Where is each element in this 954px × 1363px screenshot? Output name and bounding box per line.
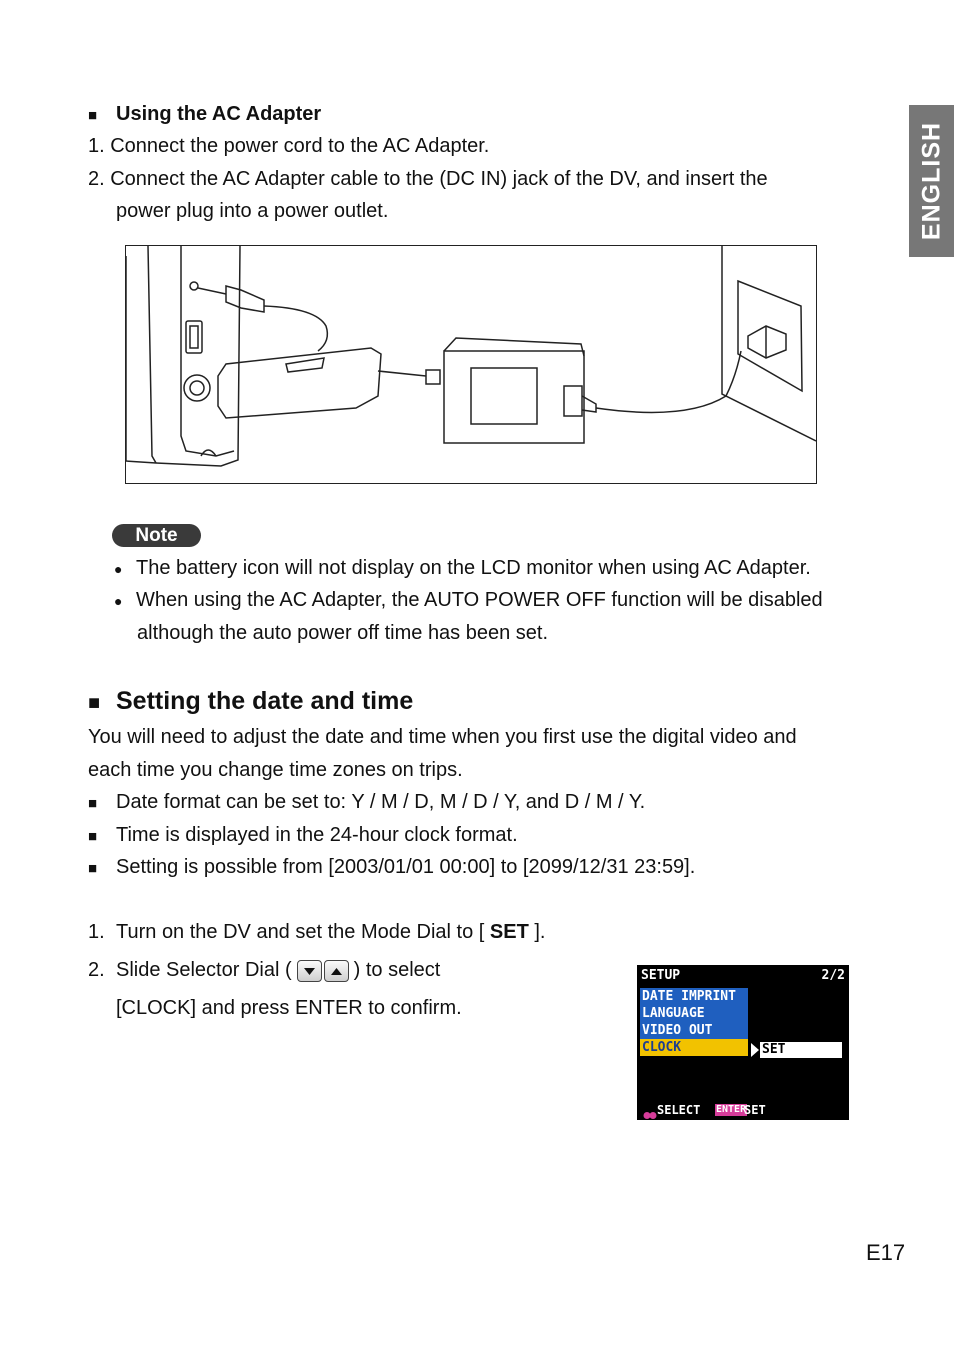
note-item-1 (114, 556, 811, 581)
note-item-2-cont: although the auto power off time has been set. (137, 622, 549, 644)
date-step-1 (88, 920, 545, 944)
bullet-marker: ■ (88, 828, 98, 845)
heading-marker: ■ (88, 107, 98, 124)
dial-up-icon (324, 960, 349, 982)
lcd-dial-icon (643, 1105, 657, 1114)
note-bullet: ● (114, 593, 123, 609)
language-tab (909, 105, 954, 257)
ac-adapter-heading (88, 102, 321, 128)
date-time-bullet-2-text: Time is displayed in the 24-hour clock format. (116, 824, 518, 846)
bullet-marker: ■ (88, 860, 98, 877)
date-step-2-cont: [CLOCK] and press ENTER to confirm. (116, 997, 462, 1019)
lcd-menu-item: VIDEO OUT (640, 1022, 748, 1039)
note-item-2-text: When using the AC Adapter, the AUTO POWER OFF function will be disabled (136, 589, 823, 611)
date-time-bullet-2 (88, 823, 518, 849)
lcd-footer-set: SET (744, 1103, 766, 1117)
note-bullet: ● (114, 561, 123, 577)
step-2-post: ) to select (353, 959, 441, 981)
lcd-arrow-right-icon (751, 1043, 759, 1057)
lcd-title: SETUP (641, 968, 681, 983)
lcd-enter-badge: ENTER (716, 1104, 747, 1115)
date-time-bullet-1 (88, 790, 645, 816)
heading-marker: ■ (88, 692, 101, 714)
language-tab-label: ENGLISH (917, 121, 945, 241)
lcd-page: 2/2 (821, 968, 845, 983)
lcd-menu-item: LANGUAGE (640, 1005, 748, 1022)
selector-dial-icons (296, 959, 350, 983)
date-time-intro-2: each time you change time zones on trips. (88, 759, 463, 781)
step-number: 1. (88, 921, 105, 943)
date-time-heading-text: Setting the date and time (116, 687, 414, 715)
bullet-marker: ■ (88, 795, 98, 812)
ac-step-2: 2. Connect the AC Adapter cable to the (DC IN) jack of the DV, and insert the (88, 168, 768, 190)
date-time-heading (88, 686, 413, 718)
date-time-bullet-1-text: Date format can be set to: Y / M / D, M / D / Y, and D / M / Y. (116, 791, 646, 813)
lcd-setup-screen (637, 965, 849, 1120)
note-badge: Note (112, 524, 201, 547)
date-time-bullet-3-text: Setting is possible from [2003/01/01 00:00] to [2099/12/31 23:59]. (116, 856, 696, 878)
ac-adapter-heading-text: Using the AC Adapter (116, 103, 322, 125)
date-step-2 (88, 958, 440, 983)
step-1-post: ]. (528, 921, 546, 943)
note-item-2 (114, 588, 823, 613)
ac-step-2-cont: power plug into a power outlet. (116, 200, 389, 222)
step-2-pre: Slide Selector Dial ( (116, 959, 292, 981)
lcd-menu-item-selected: CLOCK (640, 1039, 748, 1056)
step-1-bold: SET (489, 921, 529, 943)
lcd-footer-select: SELECT (657, 1103, 701, 1117)
step-number: 2. (88, 959, 105, 981)
lcd-menu (640, 988, 748, 1058)
ac-adapter-illustration (125, 245, 817, 484)
lcd-menu-item: DATE IMPRINT (640, 988, 748, 1005)
dial-down-icon (297, 960, 322, 982)
lcd-selected-value: SET (760, 1042, 842, 1058)
ac-adapter-drawing (126, 246, 816, 483)
step-1-pre: Turn on the DV and set the Mode Dial to [ (116, 921, 490, 943)
note-item-1-text: The battery icon will not display on the LCD monitor when using AC Adapter. (136, 557, 811, 579)
page-number: E17 (866, 1240, 906, 1265)
ac-step-1: 1. Connect the power cord to the AC Adapter. (88, 135, 490, 157)
date-time-intro-1: You will need to adjust the date and time when you first use the digital video and (88, 726, 797, 748)
date-time-bullet-3 (88, 855, 695, 881)
